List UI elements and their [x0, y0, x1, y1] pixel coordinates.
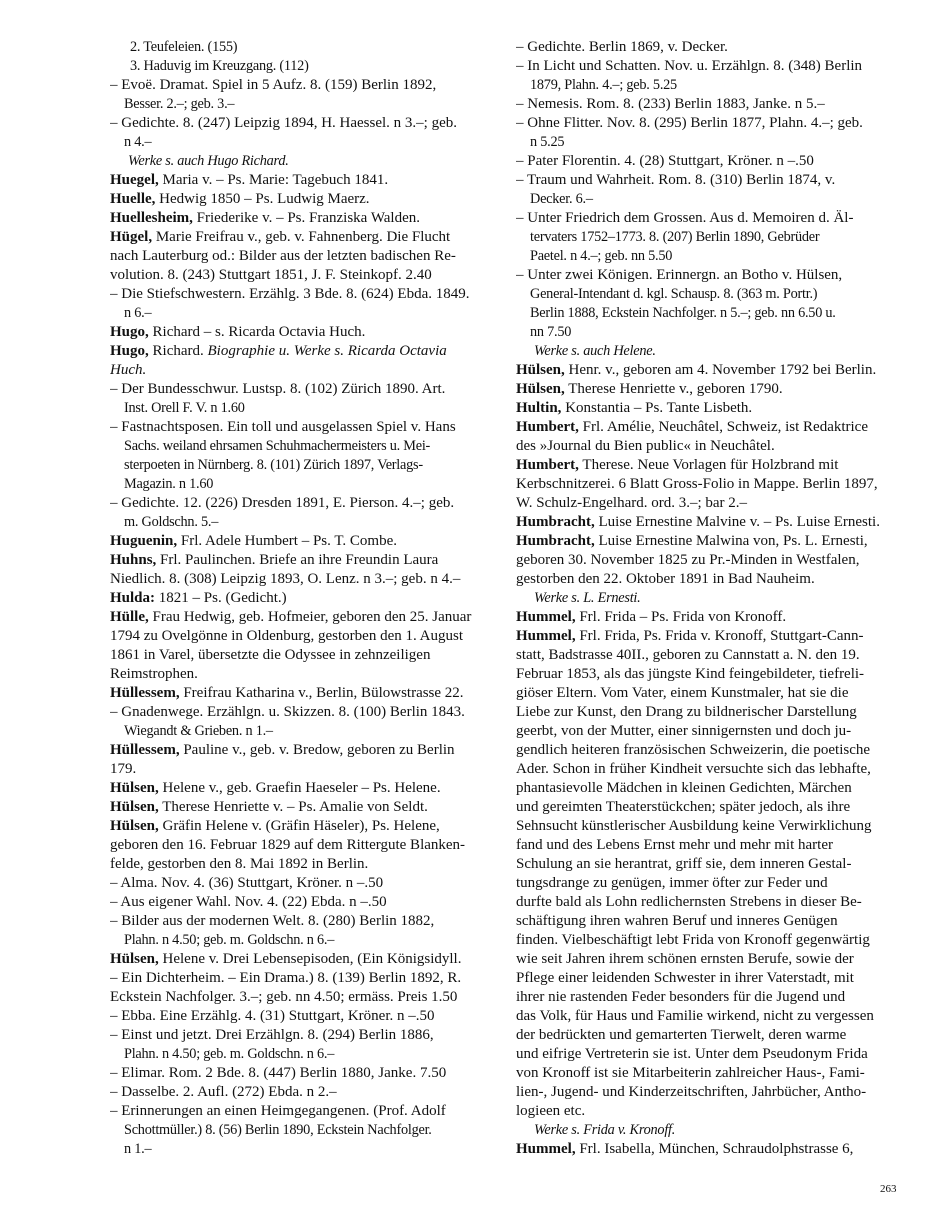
- text-line: [516, 1121, 902, 1140]
- entry-text: n 4.–: [124, 134, 152, 150]
- entry-text: Richard – s. Ricarda Octavia Huch.: [148, 324, 366, 340]
- entry-text: 1861 in Varel, übersetzte die Odyssee in zehnzeiligen: [110, 647, 431, 663]
- entry-text: volution. 8. (243) Stuttgart 1851, J. F. Steinkopf. 2.40: [110, 267, 432, 283]
- text-line: [110, 646, 496, 665]
- text-line: [516, 779, 902, 798]
- entry-text: Frau Hedwig, geb. Hofmeier, geboren den 25. Januar: [148, 609, 472, 625]
- entry-heading: Hugo,: [110, 324, 149, 340]
- entry-italic-text: Biographie u. Werke s. Ricarda Octavia: [207, 343, 447, 359]
- text-line: [110, 228, 496, 247]
- text-line: [110, 494, 496, 513]
- left-column: [110, 38, 496, 1159]
- entry-heading: Huelle,: [110, 191, 156, 207]
- text-line: [516, 950, 902, 969]
- entry-heading: Hülsen,: [516, 381, 565, 397]
- entry-text: durfte bald als Lohn redlichernsten Strebens in dieser Be-: [516, 894, 862, 910]
- text-line: [516, 893, 902, 912]
- entry-text: giöser Eltern. Vom Vater, einem Kunstmaler, hat sie die: [516, 685, 849, 701]
- text-line: [516, 494, 902, 513]
- entry-text: Ader. Schon in früher Kindheit versuchte sich das lebhafte,: [516, 761, 871, 777]
- entry-text: Pauline v., geb. v. Bredow, geboren zu Berlin: [179, 742, 455, 758]
- text-line: [516, 266, 902, 285]
- entry-text: Therese Henriette v., geboren 1790.: [564, 381, 783, 397]
- entry-italic-text: Werke s. Frida v. Kronoff.: [534, 1122, 676, 1138]
- text-line: [110, 760, 496, 779]
- text-line: [516, 817, 902, 836]
- entry-heading: Hülsen,: [110, 818, 159, 834]
- text-line: [516, 912, 902, 931]
- entry-text: 179.: [110, 761, 137, 777]
- text-line: [110, 589, 496, 608]
- text-line: [516, 988, 902, 1007]
- entry-text: – Traum und Wahrheit. Rom. 8. (310) Berlin 1874, v.: [516, 172, 836, 188]
- text-line: [516, 399, 902, 418]
- text-line: [516, 114, 902, 133]
- entry-text: – Ebba. Eine Erzählg. 4. (31) Stuttgart, Kröner. n –.50: [110, 1008, 435, 1024]
- text-line: [516, 1102, 902, 1121]
- entry-text: ihrer nie rastenden Feder besonders für die Jugend und: [516, 989, 846, 1005]
- entry-text: logieen etc.: [516, 1103, 586, 1119]
- entry-heading: Hülsen,: [110, 951, 159, 967]
- text-line: [516, 323, 902, 342]
- entry-text: – Elimar. Rom. 2 Bde. 8. (447) Berlin 1880, Janke. 7.50: [110, 1065, 447, 1081]
- entry-text: – Die Stiefschwestern. Erzählg. 3 Bde. 8. (624) Ebda. 1849.: [110, 286, 470, 302]
- text-line: [110, 722, 496, 741]
- text-line: [516, 1083, 902, 1102]
- entry-italic-text: Huch.: [110, 362, 147, 378]
- entry-heading: Hülle,: [110, 609, 149, 625]
- text-line: [110, 855, 496, 874]
- text-line: [110, 912, 496, 931]
- text-line: [516, 969, 902, 988]
- entry-heading: Humbracht,: [516, 514, 595, 530]
- text-line: [516, 38, 902, 57]
- text-line: [516, 874, 902, 893]
- text-line: [110, 1045, 496, 1064]
- entry-text: finden. Vielbeschäftigt lebt Frida von Kronoff gegenwärtig: [516, 932, 870, 948]
- entry-text: Decker. 6.–: [530, 191, 593, 207]
- text-line: [110, 1121, 496, 1140]
- text-line: [110, 342, 496, 361]
- text-line: [110, 969, 496, 988]
- entry-text: 1794 zu Ovelgönne in Oldenburg, gestorben den 1. August: [110, 628, 464, 644]
- page-number: 263: [880, 1183, 897, 1195]
- entry-heading: Hultin,: [516, 400, 562, 416]
- entry-text: Magazin. n 1.60: [124, 476, 214, 492]
- entry-text: Frl. Paulinchen. Briefe an ihre Freundin Laura: [156, 552, 439, 568]
- entry-heading: Humbert,: [516, 419, 579, 435]
- entry-text: Richard.: [148, 343, 208, 359]
- entry-heading: Huellesheim,: [110, 210, 193, 226]
- text-line: [516, 171, 902, 190]
- text-line: [516, 665, 902, 684]
- entry-text: felde, gestorben den 8. Mai 1892 in Berlin.: [110, 856, 369, 872]
- entry-heading: Hülsen,: [516, 362, 565, 378]
- text-line: [516, 76, 902, 95]
- text-line: [110, 551, 496, 570]
- entry-heading: Humbracht,: [516, 533, 595, 549]
- entry-text: geboren den 16. Februar 1829 auf dem Rittergute Blanken-: [110, 837, 466, 853]
- text-line: [516, 152, 902, 171]
- entry-text: gestorben den 22. Oktober 1891 in Bad Nauheim.: [516, 571, 815, 587]
- entry-text: sterpoeten in Nürnberg. 8. (101) Zürich 1897, Verlags-: [124, 457, 423, 473]
- entry-text: Schottmüller.) 8. (56) Berlin 1890, Eckstein Nachfolger.: [124, 1122, 432, 1138]
- entry-text: Frl. Isabella, München, Schraudolphstrasse 6,: [575, 1141, 854, 1157]
- entry-italic-text: Werke s. auch Hugo Richard.: [128, 153, 289, 169]
- text-line: [110, 798, 496, 817]
- text-line: [110, 703, 496, 722]
- text-line: [516, 1140, 902, 1159]
- entry-text: Reimstrophen.: [110, 666, 198, 682]
- text-line: [110, 570, 496, 589]
- text-line: [516, 722, 902, 741]
- text-line: [516, 209, 902, 228]
- text-line: [516, 247, 902, 266]
- entry-text: Sehnsucht künstlerischer Ausbildung keine Verwirklichung: [516, 818, 872, 834]
- entry-text: Luise Ernestine Malwina von, Ps. L. Ernesti,: [594, 533, 868, 549]
- text-line: [110, 57, 496, 76]
- text-line: [516, 1045, 902, 1064]
- entry-text: – Der Bundesschwur. Lustsp. 8. (102) Zürich 1890. Art.: [110, 381, 446, 397]
- text-line: [516, 741, 902, 760]
- text-line: [516, 342, 902, 361]
- entry-heading: Hülsen,: [110, 799, 159, 815]
- entry-text: tervaters 1752–1773. 8. (207) Berlin 1890, Gebrüder: [530, 229, 820, 245]
- text-line: [516, 190, 902, 209]
- entry-text: General-Intendant d. kgl. Schausp. 8. (363 m. Portr.): [530, 286, 818, 302]
- entry-text: – Bilder aus der modernen Welt. 8. (280) Berlin 1882,: [110, 913, 435, 929]
- text-line: [110, 399, 496, 418]
- entry-text: Helene v., geb. Graefin Haeseler – Ps. Helene.: [158, 780, 441, 796]
- text-line: [110, 380, 496, 399]
- entry-text: 1821 – Ps. (Gedicht.): [155, 590, 287, 606]
- entry-text: – Ein Dichterheim. – Ein Drama.) 8. (139) Berlin 1892, R.: [110, 970, 462, 986]
- entry-text: – Gedichte. Berlin 1869, v. Decker.: [516, 39, 728, 55]
- entry-text: n 6.–: [124, 305, 152, 321]
- entry-text: Eckstein Nachfolger. 3.–; geb. nn 4.50; ermäss. Preis 1.50: [110, 989, 458, 1005]
- text-line: [516, 646, 902, 665]
- entry-heading: Hummel,: [516, 628, 576, 644]
- text-line: [110, 608, 496, 627]
- text-line: [110, 1083, 496, 1102]
- entry-text: Niedlich. 8. (308) Leipzig 1893, O. Lenz. n 3.–; geb. n 4.–: [110, 571, 461, 587]
- entry-text: Helene v. Drei Lebensepisoden, (Ein Königsidyll.: [158, 951, 462, 967]
- text-line: [110, 475, 496, 494]
- text-line: [516, 57, 902, 76]
- entry-text: – Ohne Flitter. Nov. 8. (295) Berlin 1877, Plahn. 4.–; geb.: [516, 115, 863, 131]
- entry-heading: Humbert,: [516, 457, 579, 473]
- entry-text: n 5.25: [530, 134, 565, 150]
- entry-text: n 1.–: [124, 1141, 152, 1157]
- entry-text: nach Lauterburg od.: Bilder aus der letzten badischen Re-: [110, 248, 456, 264]
- entry-text: statt, Badstrasse 40II., geboren zu Cannstatt a. N. den 19.: [516, 647, 860, 663]
- text-line: [516, 285, 902, 304]
- entry-text: – In Licht und Schatten. Nov. u. Erzählgn. 8. (348) Berlin: [516, 58, 863, 74]
- entry-italic-text: Werke s. L. Ernesti.: [534, 590, 641, 606]
- text-line: [516, 798, 902, 817]
- text-line: [516, 1007, 902, 1026]
- entry-text: des »Journal du Bien public« in Neuchâtel.: [516, 438, 775, 454]
- text-line: [110, 285, 496, 304]
- entry-text: – Pater Florentin. 4. (28) Stuttgart, Kröner. n –.50: [516, 153, 814, 169]
- text-line: [110, 190, 496, 209]
- entry-text: geboren 30. November 1825 zu Pr.-Minden in Westfalen,: [516, 552, 860, 568]
- text-line: [110, 931, 496, 950]
- text-line: [110, 76, 496, 95]
- text-line: [516, 532, 902, 551]
- text-line: [516, 570, 902, 589]
- entry-text: fand und des Lebens Ernst mehr und mehr mit harter: [516, 837, 833, 853]
- entry-heading: Hummel,: [516, 609, 576, 625]
- text-line: [110, 1007, 496, 1026]
- entry-heading: Hugo,: [110, 343, 149, 359]
- entry-heading: Huegel,: [110, 172, 159, 188]
- text-line: [110, 513, 496, 532]
- entry-heading: Huhns,: [110, 552, 157, 568]
- text-line: [110, 247, 496, 266]
- entry-text: Luise Ernestine Malvine v. – Ps. Luise Ernesti.: [594, 514, 880, 530]
- text-line: [516, 418, 902, 437]
- text-line: [110, 1064, 496, 1083]
- entry-text: phantasievolle Mädchen in kleinen Gedichten, Märchen: [516, 780, 852, 796]
- text-line: [110, 665, 496, 684]
- text-line: [516, 228, 902, 247]
- text-line: [110, 741, 496, 760]
- text-line: [516, 684, 902, 703]
- text-line: [110, 418, 496, 437]
- entry-text: nn 7.50: [530, 324, 572, 340]
- entry-text: – Erinnerungen an einen Heimgegangenen. (Prof. Adolf: [110, 1103, 446, 1119]
- text-line: [110, 532, 496, 551]
- entry-text: 2. Teufeleien. (155): [130, 39, 238, 55]
- entry-text: Marie Freifrau v., geb. v. Fahnenberg. Die Flucht: [152, 229, 451, 245]
- entry-text: – Gedichte. 12. (226) Dresden 1891, E. Pierson. 4.–; geb.: [110, 495, 455, 511]
- text-line: [516, 627, 902, 646]
- entry-text: – Fastnachtsposen. Ein toll und ausgelassen Spiel v. Hans: [110, 419, 456, 435]
- entry-heading: Huguenin,: [110, 533, 178, 549]
- entry-text: Konstantia – Ps. Tante Lisbeth.: [561, 400, 753, 416]
- text-line: [110, 171, 496, 190]
- entry-text: Sachs. weiland ehrsamen Schuhmachermeisters u. Mei-: [124, 438, 431, 454]
- text-line: [516, 475, 902, 494]
- entry-text: Paetel. n 4.–; geb. nn 5.50: [530, 248, 673, 264]
- entry-text: Liebe zur Kunst, den Drang zu bildnerischer Darstellung: [516, 704, 857, 720]
- entry-text: lien-, Jugend- und Kinderzeitschriften, Jahrbücher, Antho-: [516, 1084, 867, 1100]
- entry-text: – Nemesis. Rom. 8. (233) Berlin 1883, Janke. n 5.–: [516, 96, 825, 112]
- text-line: [516, 1026, 902, 1045]
- text-line: [110, 874, 496, 893]
- text-line: [110, 304, 496, 323]
- right-column: [516, 38, 902, 1159]
- text-line: [516, 95, 902, 114]
- text-line: [110, 893, 496, 912]
- entry-text: W. Schulz-Engelhard. ord. 3.–; bar 2.–: [516, 495, 748, 511]
- entry-text: Wiegandt & Grieben. n 1.–: [124, 723, 273, 739]
- entry-text: gendlich heiteren französischen Schweizerin, die poetische: [516, 742, 871, 758]
- entry-text: – Dasselbe. 2. Aufl. (272) Ebda. n 2.–: [110, 1084, 337, 1100]
- entry-text: von Kronoff ist sie Mitarbeiterin zahlreicher Haus-, Fami-: [516, 1065, 865, 1081]
- text-line: [516, 380, 902, 399]
- entry-text: Schulung an sie herantrat, griff sie, dem inneren Gestal-: [516, 856, 852, 872]
- entry-heading: Hüllessem,: [110, 685, 180, 701]
- entry-text: Therese Henriette v. – Ps. Amalie von Seldt.: [158, 799, 428, 815]
- entry-text: Frl. Frida, Ps. Frida v. Kronoff, Stuttgart-Cann-: [575, 628, 864, 644]
- entry-text: Freifrau Katharina v., Berlin, Bülowstrasse 22.: [179, 685, 464, 701]
- text-line: [516, 608, 902, 627]
- text-line: [516, 1064, 902, 1083]
- entry-text: der bedrückten und gemarterten Tierwelt, deren warme: [516, 1027, 847, 1043]
- entry-text: Inst. Orell F. V. n 1.60: [124, 400, 245, 416]
- entry-text: 3. Haduvig im Kreuzgang. (112): [130, 58, 309, 74]
- entry-text: schäftigung ihren wahren Beruf und inneres Genügen: [516, 913, 838, 929]
- entry-heading: Hulda:: [110, 590, 156, 606]
- entry-text: Pflege einer leidenden Schwester in ihrer Vaterstadt, mit: [516, 970, 854, 986]
- text-line: [110, 1102, 496, 1121]
- entry-text: tungsdrange zu genügen, immer öfter zur Feder und: [516, 875, 828, 891]
- entry-text: Henr. v., geboren am 4. November 1792 bei Berlin.: [564, 362, 877, 378]
- text-line: [516, 703, 902, 722]
- entry-text: das Volk, für Haus und Familie wirkend, nicht zu vergessen: [516, 1008, 874, 1024]
- text-line: [516, 589, 902, 608]
- text-line: [110, 817, 496, 836]
- entry-text: – Alma. Nov. 4. (36) Stuttgart, Kröner. n –.50: [110, 875, 384, 891]
- text-line: [516, 361, 902, 380]
- text-line: [110, 779, 496, 798]
- text-line: [110, 114, 496, 133]
- text-line: [110, 437, 496, 456]
- entry-text: Kerbschnitzerei. 6 Blatt Gross-Folio in Mappe. Berlin 1897,: [516, 476, 878, 492]
- text-line: [110, 950, 496, 969]
- text-line: [110, 456, 496, 475]
- text-line: [516, 551, 902, 570]
- entry-italic-text: Werke s. auch Helene.: [534, 343, 656, 359]
- text-line: [110, 1140, 496, 1159]
- entry-text: – Unter Friedrich dem Grossen. Aus d. Memoiren d. Äl-: [516, 210, 854, 226]
- entry-heading: Hügel,: [110, 229, 153, 245]
- text-line: [516, 437, 902, 456]
- entry-text: Berlin 1888, Eckstein Nachfolger. n 5.–; geb. nn 6.50 u.: [530, 305, 836, 321]
- text-line: [110, 627, 496, 646]
- entry-heading: Hummel,: [516, 1141, 576, 1157]
- text-line: [516, 931, 902, 950]
- text-line: [110, 836, 496, 855]
- text-line: [516, 836, 902, 855]
- entry-text: – Einst und jetzt. Drei Erzählgn. 8. (294) Berlin 1886,: [110, 1027, 434, 1043]
- text-line: [110, 152, 496, 171]
- entry-text: – Gedichte. 8. (247) Leipzig 1894, H. Haessel. n 3.–; geb.: [110, 115, 457, 131]
- entry-text: Gräfin Helene v. (Gräfin Häseler), Ps. Helene,: [158, 818, 440, 834]
- entry-text: Plahn. n 4.50; geb. m. Goldschn. n 6.–: [124, 932, 335, 948]
- entry-text: Therese. Neue Vorlagen für Holzbrand mit: [578, 457, 839, 473]
- entry-text: Frl. Adele Humbert – Ps. T. Combe.: [177, 533, 397, 549]
- entry-text: und eifrige Vertreterin sie ist. Unter dem Pseudonym Frida: [516, 1046, 868, 1062]
- entry-text: und gereimten Theaterstückchen; später jedoch, als ihre: [516, 799, 851, 815]
- entry-text: Maria v. – Ps. Marie: Tagebuch 1841.: [158, 172, 389, 188]
- text-line: [110, 361, 496, 380]
- text-line: [110, 209, 496, 228]
- entry-text: – Aus eigener Wahl. Nov. 4. (22) Ebda. n –.50: [110, 894, 387, 910]
- text-line: [110, 95, 496, 114]
- entry-text: – Evoë. Dramat. Spiel in 5 Aufz. 8. (159) Berlin 1892,: [110, 77, 437, 93]
- text-line: [516, 513, 902, 532]
- text-line: [516, 456, 902, 475]
- text-line: [110, 988, 496, 1007]
- entry-text: – Unter zwei Königen. Erinnergn. an Botho v. Hülsen,: [516, 267, 843, 283]
- entry-text: Frl. Frida – Ps. Frida von Kronoff.: [575, 609, 787, 625]
- text-line: [516, 133, 902, 152]
- text-line: [110, 133, 496, 152]
- text-line: [516, 304, 902, 323]
- entry-heading: Hülsen,: [110, 780, 159, 796]
- entry-text: 1879, Plahn. 4.–; geb. 5.25: [530, 77, 677, 93]
- text-line: [516, 760, 902, 779]
- text-line: [110, 38, 496, 57]
- text-line: [110, 1026, 496, 1045]
- text-line: [110, 684, 496, 703]
- entry-text: Plahn. n 4.50; geb. m. Goldschn. n 6.–: [124, 1046, 335, 1062]
- entry-heading: Hüllessem,: [110, 742, 180, 758]
- entry-text: Hedwig 1850 – Ps. Ludwig Maerz.: [155, 191, 370, 207]
- text-line: [516, 855, 902, 874]
- entry-text: wie seit Jahren ihrem schönen ernsten Berufe, sowie der: [516, 951, 854, 967]
- text-line: [110, 323, 496, 342]
- entry-text: Februar 1853, als das jüngste Kind feingebildeter, tiefreli-: [516, 666, 865, 682]
- entry-text: m. Goldschn. 5.–: [124, 514, 219, 530]
- entry-text: geerbt, von der Mutter, einer sinnigernsten und doch ju-: [516, 723, 852, 739]
- entry-text: Friederike v. – Ps. Franziska Walden.: [192, 210, 421, 226]
- text-line: [110, 266, 496, 285]
- entry-text: Besser. 2.–; geb. 3.–: [124, 96, 235, 112]
- entry-text: Frl. Amélie, Neuchâtel, Schweiz, ist Redaktrice: [578, 419, 869, 435]
- entry-text: – Gnadenwege. Erzählgn. u. Skizzen. 8. (100) Berlin 1843.: [110, 704, 465, 720]
